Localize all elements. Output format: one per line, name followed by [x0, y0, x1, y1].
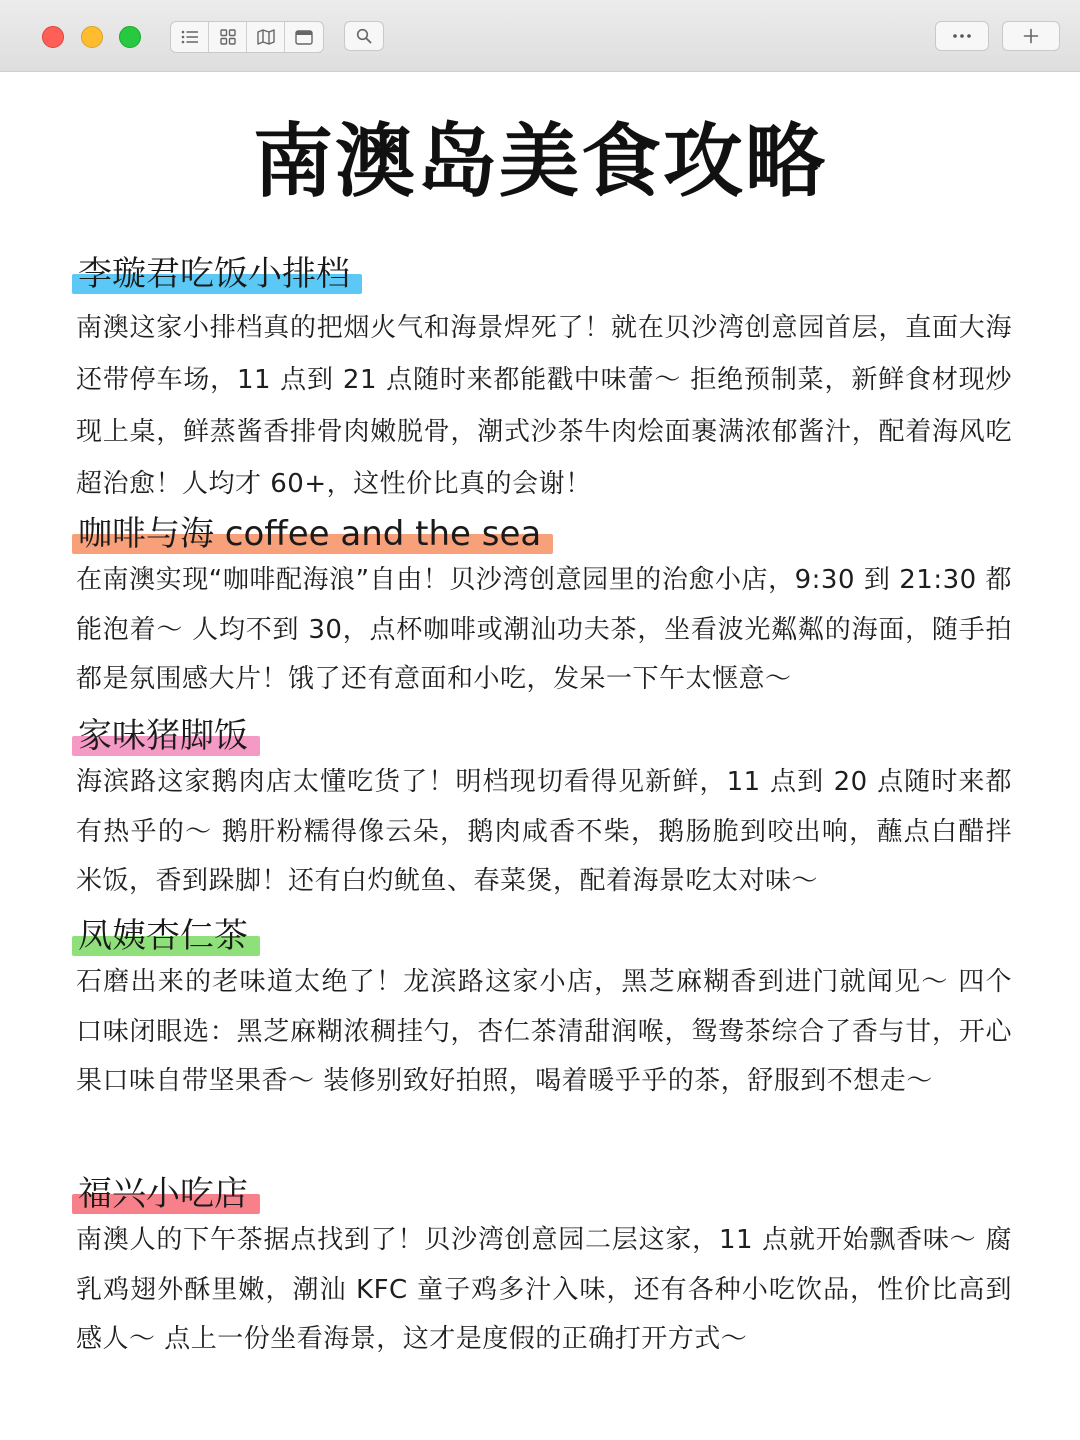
section-heading: [76, 1172, 254, 1216]
map-icon: [257, 29, 275, 45]
more-icon: [952, 33, 972, 39]
window-toolbar: [0, 0, 1080, 72]
section-heading: [76, 714, 254, 758]
section-body: 在南澳实现“咖啡配海浪”自由！贝沙湾创意园里的治愈小店，9:30 到 21:30 都能泡着～ 人均不到 30，点杯咖啡或潮汕功夫茶，坐看波光粼粼的海面，随手拍都是氛围感大片！饿了还有意面和小吃，发呆一下午太惬意～: [76, 565, 1012, 694]
zoom-window-button[interactable]: [119, 26, 141, 48]
section-heading: [76, 512, 547, 556]
list-view-icon: [181, 30, 199, 44]
section-body: 石磨出来的老味道太绝了！龙滨路这家小店，黑芝麻糊香到进门就闻见～ 四个口味闭眼选：黑芝麻糊浓稠挂勺，杏仁茶清甜润喉，鸳鸯茶综合了香与甘，开心果口味自带坚果香～ 装修别致好拍照，喝着暖乎乎的茶，舒服到不想走～: [76, 967, 1012, 1096]
section-heading: [76, 252, 356, 296]
map-view-button[interactable]: [247, 22, 285, 52]
section-heading-text: 李璇君吃饭小排档: [78, 254, 350, 294]
close-window-button[interactable]: [42, 26, 64, 48]
list-view-button[interactable]: [171, 22, 209, 52]
section-restaurant-2: [76, 512, 1012, 705]
add-button[interactable]: [1002, 21, 1060, 51]
section-body: 海滨路这家鹅肉店太懂吃货了！明档现切看得见新鲜，11 点到 20 点随时来都有热乎的～ 鹅肝粉糯得像云朵，鹅肉咸香不柴，鹅肠脆到咬出响，蘸点白醋拌米饭，香到跺脚！还有白灼鱿鱼、春菜煲，配着海景吃太对味～: [76, 767, 1013, 896]
more-button[interactable]: [935, 21, 989, 51]
section-heading-text: 咖啡与海 coffee and the sea: [78, 514, 542, 554]
search-icon: [356, 28, 372, 44]
section-heading: [76, 914, 254, 958]
sidebar-icon: [295, 30, 313, 45]
section-restaurant-3: [76, 714, 1012, 907]
grid-view-button[interactable]: [209, 22, 247, 52]
add-icon: [1023, 28, 1039, 44]
section-restaurant-1: [76, 252, 1012, 510]
section-body: 南澳人的下午茶据点找到了！贝沙湾创意园二层这家，11 点就开始飘香味～ 腐乳鸡翅外酥里嫩，潮汕 KFC 童子鸡多汁入味，还有各种小吃饮品，性价比高到感人～ 点上一份坐看海景，这才是度假的正确打开方式～: [76, 1225, 1012, 1354]
search-button[interactable]: [344, 21, 384, 51]
section-restaurant-5: [76, 1172, 1012, 1365]
section-heading-text: 福兴小吃店: [78, 1174, 248, 1214]
minimize-window-button[interactable]: [81, 26, 103, 48]
view-switcher: [170, 21, 324, 53]
section-body: 南澳这家小排档真的把烟火气和海景焊死了！就在贝沙湾创意园首层，直面大海还带停车场，11 点到 21 点随时来都能戳中味蕾～ 拒绝预制菜，新鲜食材现炒现上桌，鲜蒸酱香排骨肉嫩脱骨，潮式沙茶牛肉烩面裹满浓郁酱汁，配着海风吃超治愈！人均才 60+，这性价比真的会谢！: [76, 313, 1012, 499]
page-title: 南澳岛美食攻略: [253, 115, 827, 208]
grid-view-icon: [220, 29, 236, 45]
sidebar-toggle-button[interactable]: [285, 22, 323, 52]
section-heading-text: 家味猪脚饭: [78, 716, 248, 756]
section-restaurant-4: [76, 914, 1012, 1107]
section-heading-text: 凤姨杏仁茶: [78, 916, 248, 956]
